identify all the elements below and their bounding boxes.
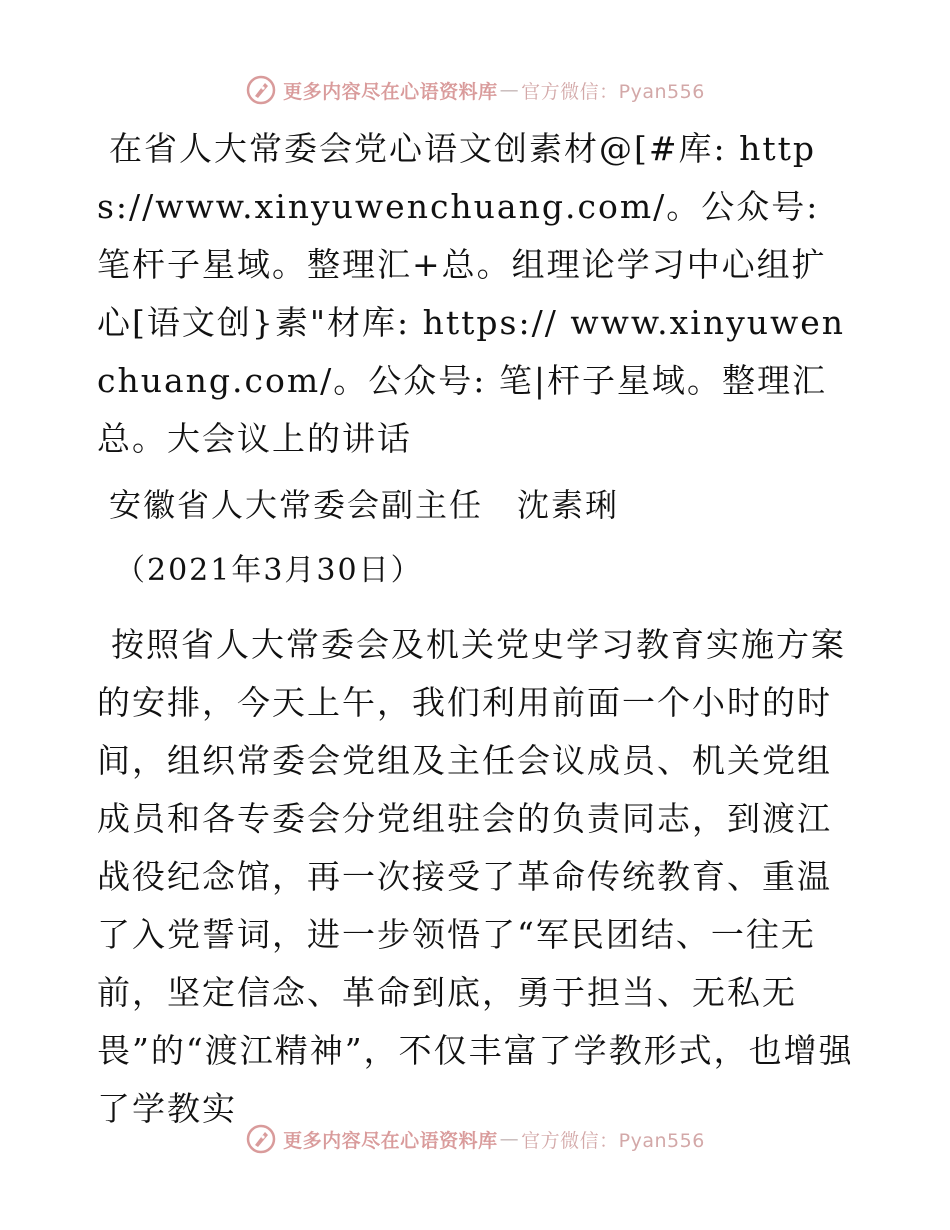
speaker-name: 沈素琍 [517, 486, 620, 524]
speaker-title: 安徽省人大常委会副主任 [109, 486, 484, 524]
speaker-line [97, 476, 857, 534]
document-title: 在省人大常委会党心语文创素材@[#库: https://www.xinyuwenchuang.com/。公众号: 笔杆子星域。整理汇+总。组理论学习中心组扩心[语文创}素"材库: https:// www.xinyuwenchuang.com/。公众号: 笔|杆子星域。整理汇总。大会议上的讲话 [97, 129, 845, 458]
watermark-separator: — [499, 79, 520, 101]
watermark-separator: — [499, 1128, 520, 1150]
watermark-footer [0, 1119, 950, 1159]
document-body [97, 120, 857, 1171]
watermark-wechat-id: 官方微信：Pyan556 [521, 80, 705, 103]
watermark-brand: 更多内容尽在心语资料库 [283, 1129, 498, 1152]
watermark-brand: 更多内容尽在心语资料库 [283, 80, 498, 103]
speech-date: （2021年3月30日） [115, 553, 423, 588]
watermark-wechat-id: 官方微信：Pyan556 [521, 1129, 705, 1152]
pen-nib-circle-icon [245, 74, 277, 106]
body-paragraph: 按照省人大常委会及机关党史学习教育实施方案的安排，今天上午，我们利用前面一个小时的时间，组织常委会党组及主任会议成员、机关党组成员和各专委会分党组驻会的负责同志，到渡江战役纪念馆，再一次接受了革命传统教育、重温了入党誓词，进一步领悟了“军民团结、一往无前，坚定信念、革命到底，勇于担当、无私无畏”的“渡江精神”，不仅丰富了学教形式，也增强了学教实 [97, 625, 854, 1128]
watermark-header [0, 70, 950, 110]
pen-nib-circle-icon [245, 1123, 277, 1155]
